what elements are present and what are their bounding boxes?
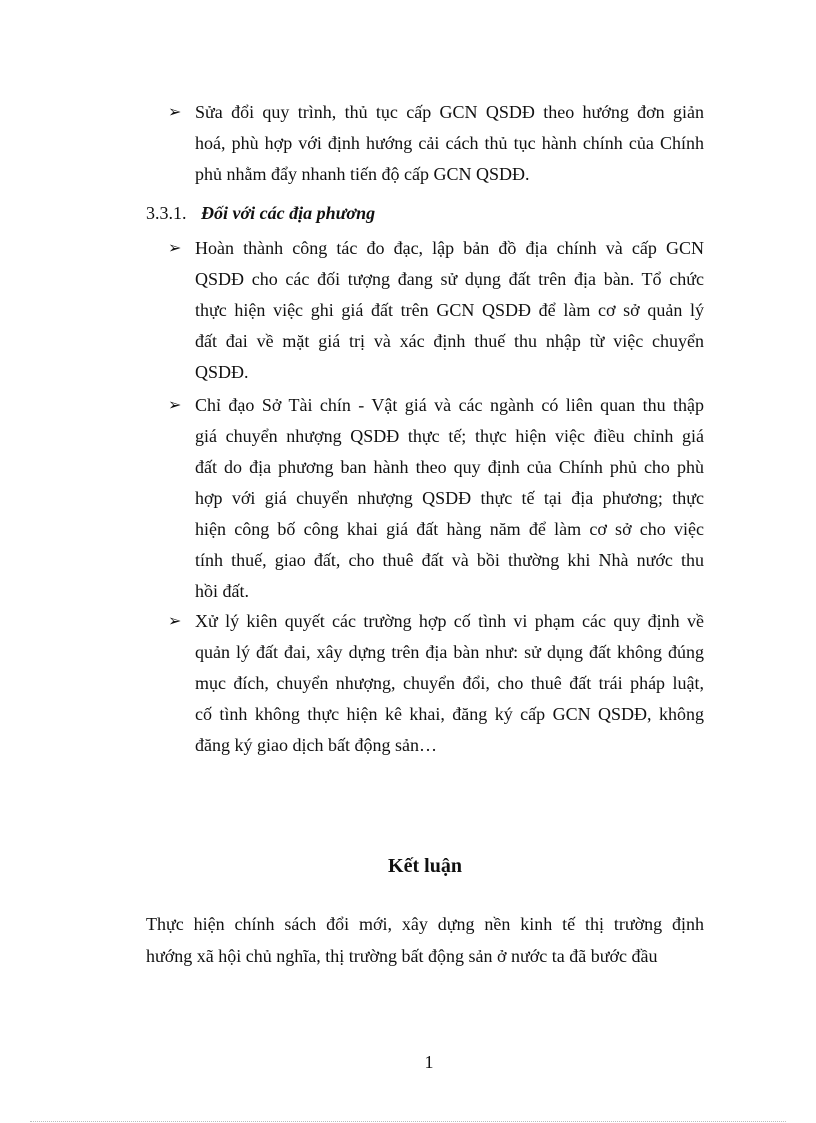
conclusion-heading: Kết luận [388,855,462,877]
arrow-bullet-icon: ➢ [168,397,182,414]
text-line: cố tình không thực hiện kê khai, đăng ký cấp GCN QSDĐ, không [195,704,704,724]
text-line: Hoàn thành công tác đo đạc, lập bản đồ địa chính và cấp GCN [195,238,704,258]
bullet-item-procedure [168,97,704,190]
bullet-item-survey [168,233,704,388]
bullet-text [195,390,704,607]
text-line: thực hiện việc ghi giá đất trên GCN QSDĐ để làm cơ sở quản lý [195,300,704,320]
text-line: Sửa đổi quy trình, thủ tục cấp GCN QSDĐ theo hướng đơn giản [195,102,704,122]
bullet-item-violations [168,606,704,761]
text-line: Chỉ đạo Sở Tài chín - Vật giá và các ngành có liên quan thu thập [195,395,704,415]
page-bottom-divider [30,1121,786,1122]
text-line: quản lý đất đai, xây dựng trên địa bàn như: sử dụng đất không đúng [195,642,704,662]
text-line: mục đích, chuyển nhượng, chuyển đổi, cho thuê đất trái pháp luật, [195,673,704,693]
text-line: hợp với giá chuyển nhượng QSDĐ thực tế tại địa phương; thực [195,488,704,508]
bullet-item-pricing [168,390,704,607]
section-title: Đối với các địa phương [201,203,376,223]
bullet-text [195,606,704,761]
arrow-bullet-icon: ➢ [168,613,182,630]
text-line: QSDĐ. [195,362,249,382]
bullet-text [195,233,704,388]
text-line: hoá, phù hợp với định hướng cải cách thủ tục hành chính của Chính [195,133,704,153]
arrow-bullet-icon: ➢ [168,104,182,121]
section-heading [146,199,375,227]
text-line: đất do địa phương ban hành theo quy định của Chính phủ cho phù [195,457,704,477]
text-line: đất đai về mặt giá trị và xác định thuế thu nhập từ việc chuyển [195,331,704,351]
text-line: hiện công bố công khai giá đất hàng năm để làm cơ sở cho việc [195,519,704,539]
text-line: Xử lý kiên quyết các trường hợp cố tình vi phạm các quy định về [195,611,704,631]
text-line: đăng ký giao dịch bất động sản… [195,735,437,755]
conclusion-paragraph [146,908,704,972]
text-line: giá chuyển nhượng QSDĐ thực tế; thực hiện việc điều chỉnh giá [195,426,704,446]
arrow-bullet-icon: ➢ [168,240,182,257]
text-line: hồi đất. [195,581,249,601]
text-line: Thực hiện chính sách đổi mới, xây dựng nền kinh tế thị trường định [146,914,704,934]
text-line: phủ nhằm đẩy nhanh tiến độ cấp GCN QSDĐ. [195,164,530,184]
text-line: tính thuế, giao đất, cho thuê đất và bồi thường khi Nhà nước thu [195,550,704,570]
section-number: 3.3.1. [146,203,187,223]
text-line: hướng xã hội chủ nghĩa, thị trường bất động sản ở nước ta đã bước đầu [146,946,658,966]
text-line: QSDĐ cho các đối tượng đang sử dụng đất trên địa bàn. Tổ chức [195,269,704,289]
page-number: 1 [424,1052,434,1072]
bullet-text [195,97,704,190]
